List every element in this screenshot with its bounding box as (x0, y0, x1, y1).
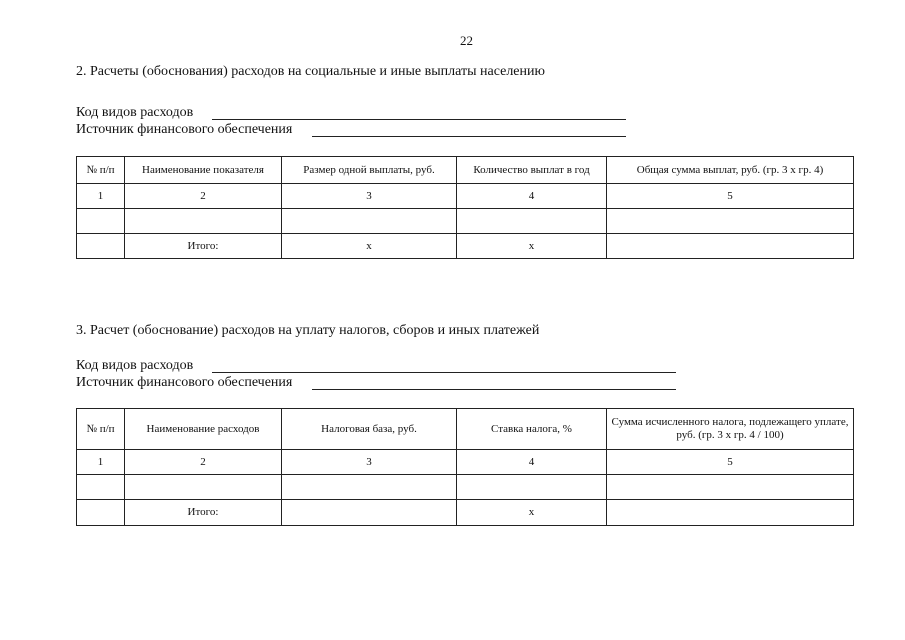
section-3-source-label: Источник финансового обеспечения (76, 375, 293, 390)
column-number: 1 (77, 450, 125, 475)
total-sum-cell[interactable] (607, 500, 854, 526)
column-number: 2 (125, 184, 282, 209)
section-3-table (76, 408, 854, 526)
table-cell[interactable] (457, 209, 607, 234)
header-cell: № п/п (77, 157, 125, 184)
table-cell[interactable] (125, 475, 282, 500)
table-row (77, 209, 854, 234)
total-row (77, 234, 854, 259)
section-3-code-label: Код видов расходов (76, 358, 194, 373)
column-number-row (77, 184, 854, 209)
total-tax-base-cell[interactable] (282, 500, 457, 526)
total-label: Итого: (125, 500, 282, 526)
section-2-code-label: Код видов расходов (76, 105, 194, 120)
section-3-code-input-line[interactable] (212, 372, 676, 373)
section-3-title: 3. Расчет (обоснование) расходов на уплату налогов, сборов и иных платежей (76, 323, 540, 338)
section-2-code-input-line[interactable] (212, 119, 626, 120)
column-number: 5 (607, 184, 854, 209)
table-cell[interactable] (607, 209, 854, 234)
section-2-table (76, 156, 854, 259)
total-mark: х (457, 234, 607, 259)
table-cell[interactable] (457, 475, 607, 500)
header-cell: Количество выплат в год (457, 157, 607, 184)
column-number: 4 (457, 184, 607, 209)
column-number: 4 (457, 450, 607, 475)
table-cell[interactable] (282, 209, 457, 234)
table-header-row (77, 409, 854, 450)
column-number: 2 (125, 450, 282, 475)
section-2-code-field (76, 105, 626, 121)
table-cell (77, 234, 125, 259)
section-2-source-label: Источник финансового обеспечения (76, 122, 293, 137)
total-sum-cell[interactable] (607, 234, 854, 259)
table-cell[interactable] (77, 209, 125, 234)
table-cell[interactable] (607, 475, 854, 500)
header-cell: Общая сумма выплат, руб. (гр. 3 х гр. 4) (607, 157, 854, 184)
section-3-source-field (76, 375, 676, 391)
table-cell[interactable] (282, 475, 457, 500)
total-mark: х (457, 500, 607, 526)
total-mark: х (282, 234, 457, 259)
header-cell: Размер одной выплаты, руб. (282, 157, 457, 184)
column-number-row (77, 450, 854, 475)
table-cell[interactable] (77, 475, 125, 500)
header-cell: Налоговая база, руб. (282, 409, 457, 450)
page-number: 22 (460, 33, 473, 48)
header-cell: Наименование расходов (125, 409, 282, 450)
section-3-code-field (76, 358, 676, 374)
header-cell: Наименование показателя (125, 157, 282, 184)
column-number: 1 (77, 184, 125, 209)
table-header-row (77, 157, 854, 184)
table-cell[interactable] (125, 209, 282, 234)
section-3-source-input-line[interactable] (312, 389, 676, 390)
table-cell (77, 500, 125, 526)
column-number: 5 (607, 450, 854, 475)
header-cell: Ставка налога, % (457, 409, 607, 450)
table-row (77, 475, 854, 500)
column-number: 3 (282, 184, 457, 209)
total-row (77, 500, 854, 526)
column-number: 3 (282, 450, 457, 475)
section-2-title: 2. Расчеты (обоснования) расходов на социальные и иные выплаты населению (76, 64, 545, 79)
section-2-source-input-line[interactable] (312, 136, 626, 137)
header-cell: № п/п (77, 409, 125, 450)
section-2-source-field (76, 122, 626, 138)
total-label: Итого: (125, 234, 282, 259)
header-cell: Сумма исчисленного налога, подлежащего уплате, руб. (гр. 3 х гр. 4 / 100) (607, 409, 854, 450)
